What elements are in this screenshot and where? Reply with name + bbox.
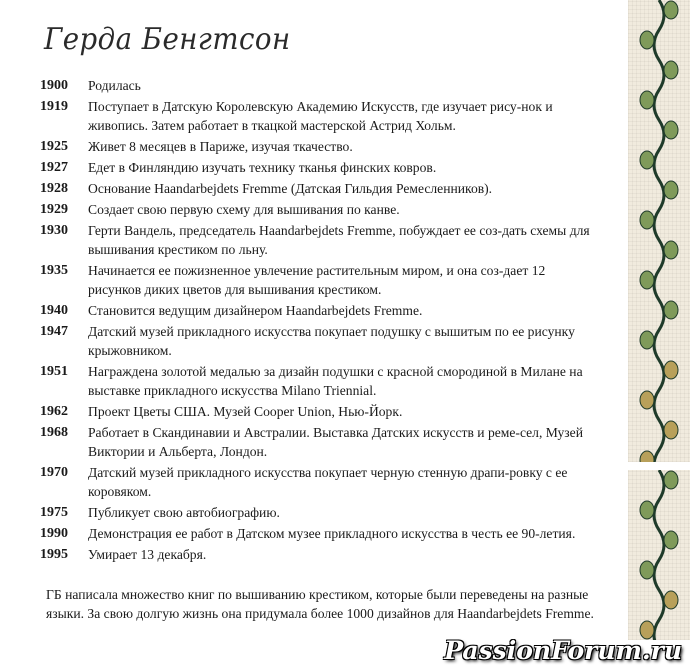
timeline-entry — [40, 137, 600, 156]
timeline-year: 1925 — [40, 139, 68, 154]
timeline-entry — [40, 221, 600, 259]
timeline-text: Едет в Финляндию изучать технику тканья финских ковров. — [88, 160, 437, 175]
timeline-entry — [40, 423, 600, 461]
vine-stem — [654, 0, 664, 462]
timeline-year: 1900 — [40, 78, 68, 93]
timeline-entry — [40, 322, 600, 360]
timeline-text: Демонстрация ее работ в Датском музее прикладного искусства в честь ее 90-летия. — [88, 526, 576, 541]
timeline-year: 1995 — [40, 547, 68, 562]
timeline-year: 1940 — [40, 303, 68, 318]
vine-border-icon — [628, 470, 690, 640]
timeline-year: 1951 — [40, 364, 68, 379]
timeline-text: Проект Цветы США. Музей Cooper Union, Нью-Йорк. — [88, 404, 403, 419]
timeline-entry — [40, 503, 600, 522]
timeline-entry — [40, 158, 600, 177]
timeline-year: 1975 — [40, 505, 68, 520]
timeline-text: Датский музей прикладного искусства покупает подушку с вышитым по ее рисунку крыжовником. — [88, 324, 575, 358]
timeline-text: Награждена золотой медалью за дизайн подушки с красной смородиной в Милане на выставке прикладного искусства Milano Triennial. — [88, 364, 583, 398]
leaf-icon — [640, 561, 654, 579]
timeline-entry — [40, 200, 600, 219]
timeline — [40, 76, 600, 566]
leaf-icon — [664, 241, 678, 259]
leaf-icon — [664, 1, 678, 19]
timeline-entry — [40, 545, 600, 564]
timeline-year: 1930 — [40, 223, 68, 238]
timeline-text: Умирает 13 декабря. — [88, 547, 207, 562]
leaf-icon — [664, 181, 678, 199]
timeline-entry — [40, 261, 600, 299]
leaf-icon — [640, 31, 654, 49]
leaf-icon — [640, 451, 654, 462]
timeline-entry — [40, 97, 600, 135]
timeline-year: 1990 — [40, 526, 68, 541]
timeline-year: 1919 — [40, 99, 68, 114]
timeline-entry — [40, 301, 600, 320]
leaf-icon — [640, 331, 654, 349]
timeline-year: 1927 — [40, 160, 68, 175]
leaf-icon — [664, 471, 678, 489]
summary-paragraph: ГБ написала множество книг по вышиванию крестиком, которые были переведены на разные языки. За свою долгую жизнь она придумала более 1000 дизайнов для Haandarbejdets Fremme. — [46, 587, 594, 621]
timeline-text: Герти Вандель, председатель Haandarbejdets Fremme, побуждает ее соз-дать схемы для вышивания крестиком по льну. — [88, 223, 590, 257]
vine-stem — [654, 470, 664, 640]
timeline-text: Поступает в Датскую Королевскую Академию Искусств, где изучает рису-нок и живопись. Затем работает в ткацкой мастерской Астрид Хольм. — [88, 99, 553, 133]
timeline-text: Родилась — [88, 78, 141, 93]
timeline-year: 1935 — [40, 263, 68, 278]
leaf-icon — [664, 531, 678, 549]
timeline-year: 1970 — [40, 465, 68, 480]
leaf-icon — [664, 121, 678, 139]
leaf-icon — [640, 151, 654, 169]
timeline-year: 1928 — [40, 181, 68, 196]
timeline-year: 1968 — [40, 425, 68, 440]
leaf-icon — [640, 211, 654, 229]
timeline-text: Основание Haandarbejdets Fremme (Датская Гильдия Ремесленников). — [88, 181, 493, 196]
watermark: PassionForum.ru — [444, 636, 682, 665]
leaf-icon — [640, 501, 654, 519]
vine-border-icon — [628, 0, 690, 462]
timeline-text: Живет 8 месяцев в Париже, изучая ткачество. — [88, 139, 353, 154]
timeline-text: Работает в Скандинавии и Австралии. Выставка Датских искусств и реме-сел, Музей Виктории и Альберта, Лондон. — [88, 425, 583, 459]
timeline-text: Публикует свою автобиографию. — [88, 505, 280, 520]
timeline-entry — [40, 524, 600, 543]
timeline-year: 1947 — [40, 324, 68, 339]
cross-stitch-border-bottom — [628, 470, 690, 640]
timeline-text: Начинается ее пожизненное увлечение растительным миром, и она соз-дает 12 рисунков диких цветов для вышивания крестиком. — [88, 263, 546, 297]
page-title: Герда Бенгтсон — [44, 22, 291, 57]
timeline-entry — [40, 76, 600, 95]
leaf-icon — [664, 61, 678, 79]
leaf-icon — [640, 271, 654, 289]
timeline-text: Датский музей прикладного искусства покупает черную стенную драпи-ровку с ее коровяком. — [88, 465, 568, 499]
timeline-text: Становится ведущим дизайнером Haandarbejdets Fremme. — [88, 303, 423, 318]
leaf-icon — [664, 301, 678, 319]
timeline-text: Создает свою первую схему для вышивания по канве. — [88, 202, 400, 217]
leaf-icon — [640, 391, 654, 409]
leaf-icon — [664, 591, 678, 609]
leaf-icon — [664, 421, 678, 439]
cross-stitch-border-top — [628, 0, 690, 462]
leaf-icon — [664, 361, 678, 379]
timeline-entry — [40, 179, 600, 198]
timeline-entry — [40, 362, 600, 400]
timeline-entry — [40, 402, 600, 421]
timeline-year: 1962 — [40, 404, 68, 419]
leaf-icon — [640, 91, 654, 109]
timeline-entry — [40, 463, 600, 501]
timeline-year: 1929 — [40, 202, 68, 217]
